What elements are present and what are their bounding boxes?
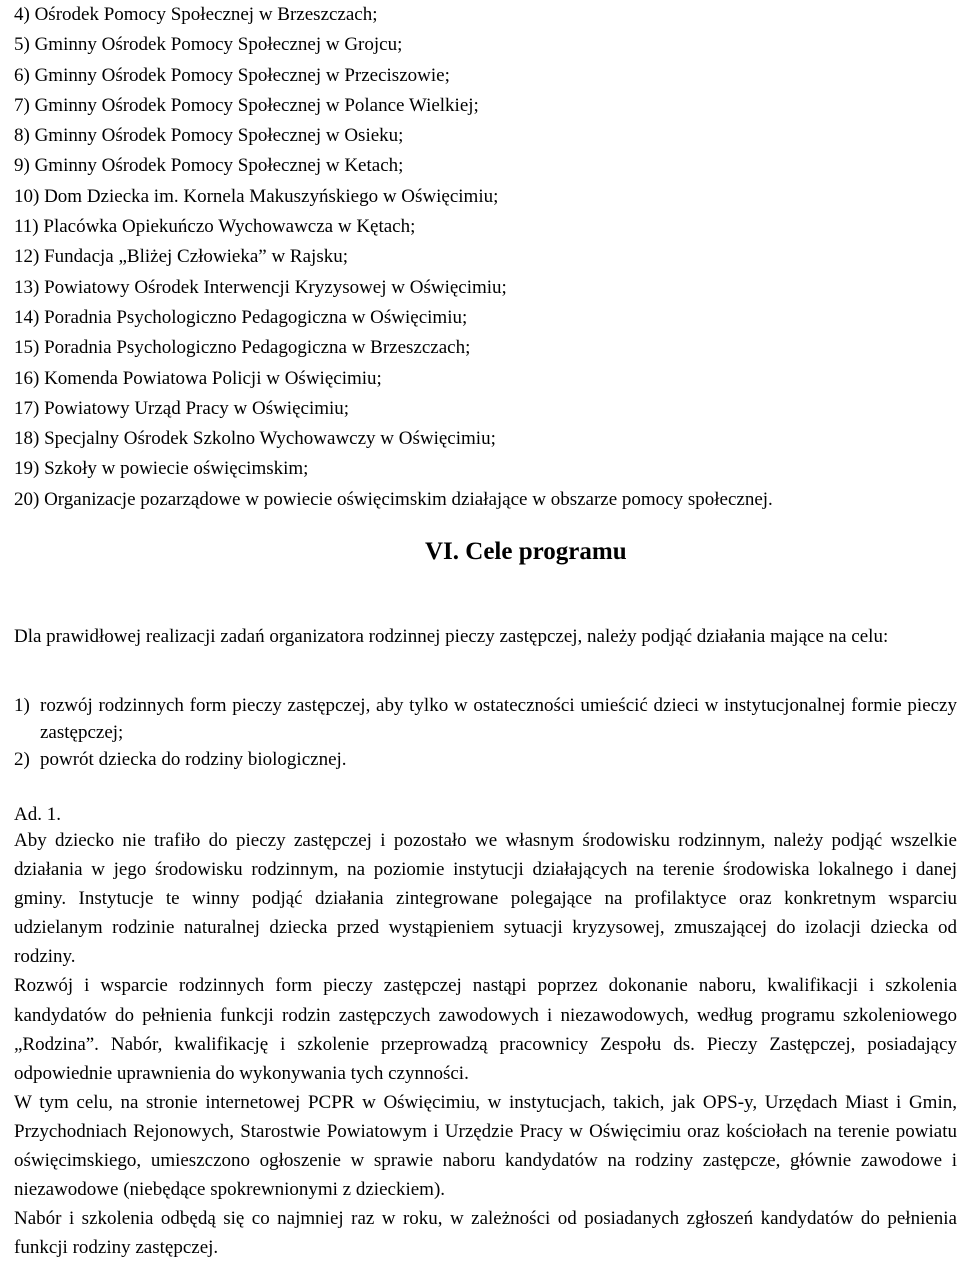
list-item: 8) Gminny Ośrodek Pomocy Społecznej w Osieku; <box>14 125 404 147</box>
goals-list <box>14 692 957 773</box>
list-item: 17) Powiatowy Urząd Pracy w Oświęcimiu; <box>14 397 350 419</box>
paragraph: Rozwój i wsparcie rodzinnych form pieczy zastępczej nastąpi poprzez dokonanie naboru, kwalifikacji i szkolenia kandydatów do pełnienia funkcji rodzin zastępczych zawodowych i niezawodowych, według programu szkoleniowego „Rodzina”. Nabór, kwalifikację i szkolenie przeprowadzą pracownicy Zespołu ds. Pieczy Zastępczej, posiadający odpowiednie uprawnienia do wykonywania tych czynności. <box>14 975 957 1084</box>
list-item: 10) Dom Dziecka im. Kornela Makuszyńskiego w Oświęcimiu; <box>14 185 499 207</box>
goal-text: powrót dziecka do rodziny biologicznej. <box>40 749 347 770</box>
intro-paragraph: Dla prawidłowej realizacji zadań organizatora rodzinnej pieczy zastępczej, należy podjąć działania mające na celu: <box>14 626 889 647</box>
body-text <box>14 826 957 1262</box>
list-item: 14) Poradnia Psychologiczno Pedagogiczna w Oświęcimiu; <box>14 306 468 328</box>
list-item: 4) Ośrodek Pomocy Społecznej w Brzeszczach; <box>14 4 378 25</box>
paragraph: Nabór i szkolenia odbędą się co najmniej raz w roku, w zależności od posiadanych zgłoszeń kandydatów do pełnienia funkcji rodziny zastępczej. <box>14 1208 957 1259</box>
list-item: 13) Powiatowy Ośrodek Interwencji Kryzysowej w Oświęcimiu; <box>14 276 507 298</box>
goal-number: 1) <box>14 695 30 716</box>
list-item: 19) Szkoły w powiecie oświęcimskim; <box>14 458 309 480</box>
list-item: 16) Komenda Powiatowa Policji w Oświęcimiu; <box>14 367 382 389</box>
list-item: 15) Poradnia Psychologiczno Pedagogiczna w Brzeszczach; <box>14 337 471 359</box>
list-item: 7) Gminny Ośrodek Pomocy Społecznej w Polance Wielkiej; <box>14 94 479 116</box>
list-item: 20) Organizacje pozarządowe w powiecie oświęcimskim działające w obszarze pomocy społecznej. <box>14 488 773 510</box>
list-item: 11) Placówka Opiekuńczo Wychowawcza w Kętach; <box>14 216 416 238</box>
goal-text: rozwój rodzinnych form pieczy zastępczej, aby tylko w ostateczności umieścić dzieci w instytucjonalnej formie pieczy zastępczej; <box>40 695 957 743</box>
list-item: 18) Specjalny Ośrodek Szkolno Wychowawczy w Oświęcimiu; <box>14 428 496 450</box>
list-item: 6) Gminny Ośrodek Pomocy Społecznej w Przeciszowie; <box>14 64 450 86</box>
goal-number: 2) <box>14 749 30 770</box>
ad-label: Ad. 1. <box>14 804 61 825</box>
document-page <box>14 0 957 1259</box>
section-heading: VI. Cele programu <box>425 538 627 565</box>
paragraph: W tym celu, na stronie internetowej PCPR w Oświęcimiu, w instytucjach, takich, jak OPS-y, Urzędach Miast i Gmin, Przychodniach Rejonowych, Starostwie Powiatowym i Urzędzie Pracy w Oświęcimiu oraz kościołach na terenie powiatu oświęcimskiego, umieszczono ogłoszenie w sprawie naboru kandydatów na rodziny zastępcze, głównie zawodowe i niezawodowe (niebędące spokrewnionymi z dzieckiem). <box>14 1091 957 1201</box>
goal-item <box>14 692 957 746</box>
list-item: 9) Gminny Ośrodek Pomocy Społecznej w Ketach; <box>14 155 404 177</box>
institutions-list <box>14 0 957 515</box>
paragraph: Aby dziecko nie trafiło do pieczy zastępczej i pozostało we własnym środowisku rodzinnym, należy podjąć wszelkie działania w jego środowisku rodzinnym, na poziomie instytucji działających na terenie środowiska lokalnego i danej gminy. Instytucje te winny podjąć działania zintegrowane polegające na profilaktyce oraz konkretnym wsparciu udzielanym rodzinie naturalnej dziecka przed wystąpieniem sytuacji kryzysowej, zmuszającej do izolacji dziecka od rodziny. <box>14 830 957 968</box>
list-item: 5) Gminny Ośrodek Pomocy Społecznej w Grojcu; <box>14 34 403 56</box>
goal-item <box>14 746 957 773</box>
list-item: 12) Fundacja „Bliżej Człowieka” w Rajsku; <box>14 246 348 268</box>
